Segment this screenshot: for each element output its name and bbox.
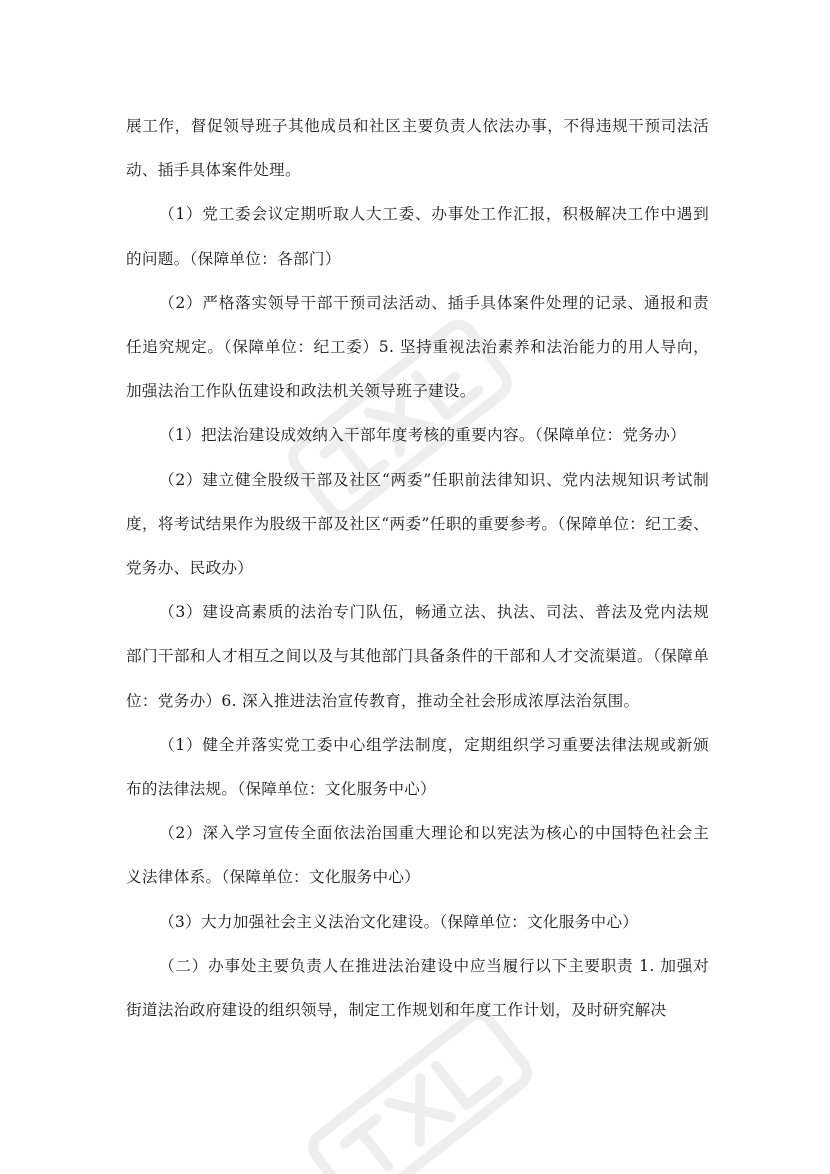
paragraph: （1）党工委会议定期听取人大工委、办事处工作汇报，积极解决工作中遇到的问题。（保障单位：各部门） xyxy=(126,205,709,268)
paragraph: （2）严格落实领导干部干预司法活动、插手具体案件处理的记录、通报和责任追究规定。（保障单位：纪工委）5. 坚持重视法治素养和法治能力的用人导向，加强法治工作队伍建设和政法机关领导班子建设。 xyxy=(126,293,709,401)
paragraph: （1）健全并落实党工委中心组学法制度，定期组织学习重要法律法规或新颁布的法律法规。（保障单位：文化服务中心） xyxy=(126,735,709,799)
paragraph: （3）大力加强社会主义法治文化建设。（保障单位：文化服务中心） xyxy=(159,912,639,931)
paragraph: （2）建立健全股级干部及社区“两委”任职前法律知识、党内法规知识考试制度，将考试结果作为股级干部及社区“两委”任职的重要参考。（保障单位：纪工委、党务办、民政办） xyxy=(126,470,709,578)
document-body xyxy=(126,104,709,1032)
paragraph: （2）深入学习宣传全面依法治国重大理论和以宪法为核心的中国特色社会主义法律体系。（保障单位：文化服务中心） xyxy=(126,824,709,887)
paragraph: （1）把法治建设成效纳入干部年度考核的重要内容。（保障单位：党务办） xyxy=(159,426,686,445)
paragraph: （3）建设高素质的法治专门队伍，畅通立法、执法、司法、普法及党内法规部门干部和人才相互之间以及与其他部门具备条件的干部和人才交流渠道。（保障单位：党务办）6. 深入推进法治宣传教育，推动全社会形成浓厚法治氛围。 xyxy=(126,603,709,710)
paragraph: 展工作，督促领导班子其他成员和社区主要负责人依法办事，不得违规干预司法活动、插手具体案件处理。 xyxy=(126,117,709,180)
paragraph: （二）办事处主要负责人在推进法治建设中应当履行以下主要职责 1. 加强对街道法治政府建设的组织领导，制定工作规划和年度工作计划，及时研究解决 xyxy=(126,956,709,1020)
